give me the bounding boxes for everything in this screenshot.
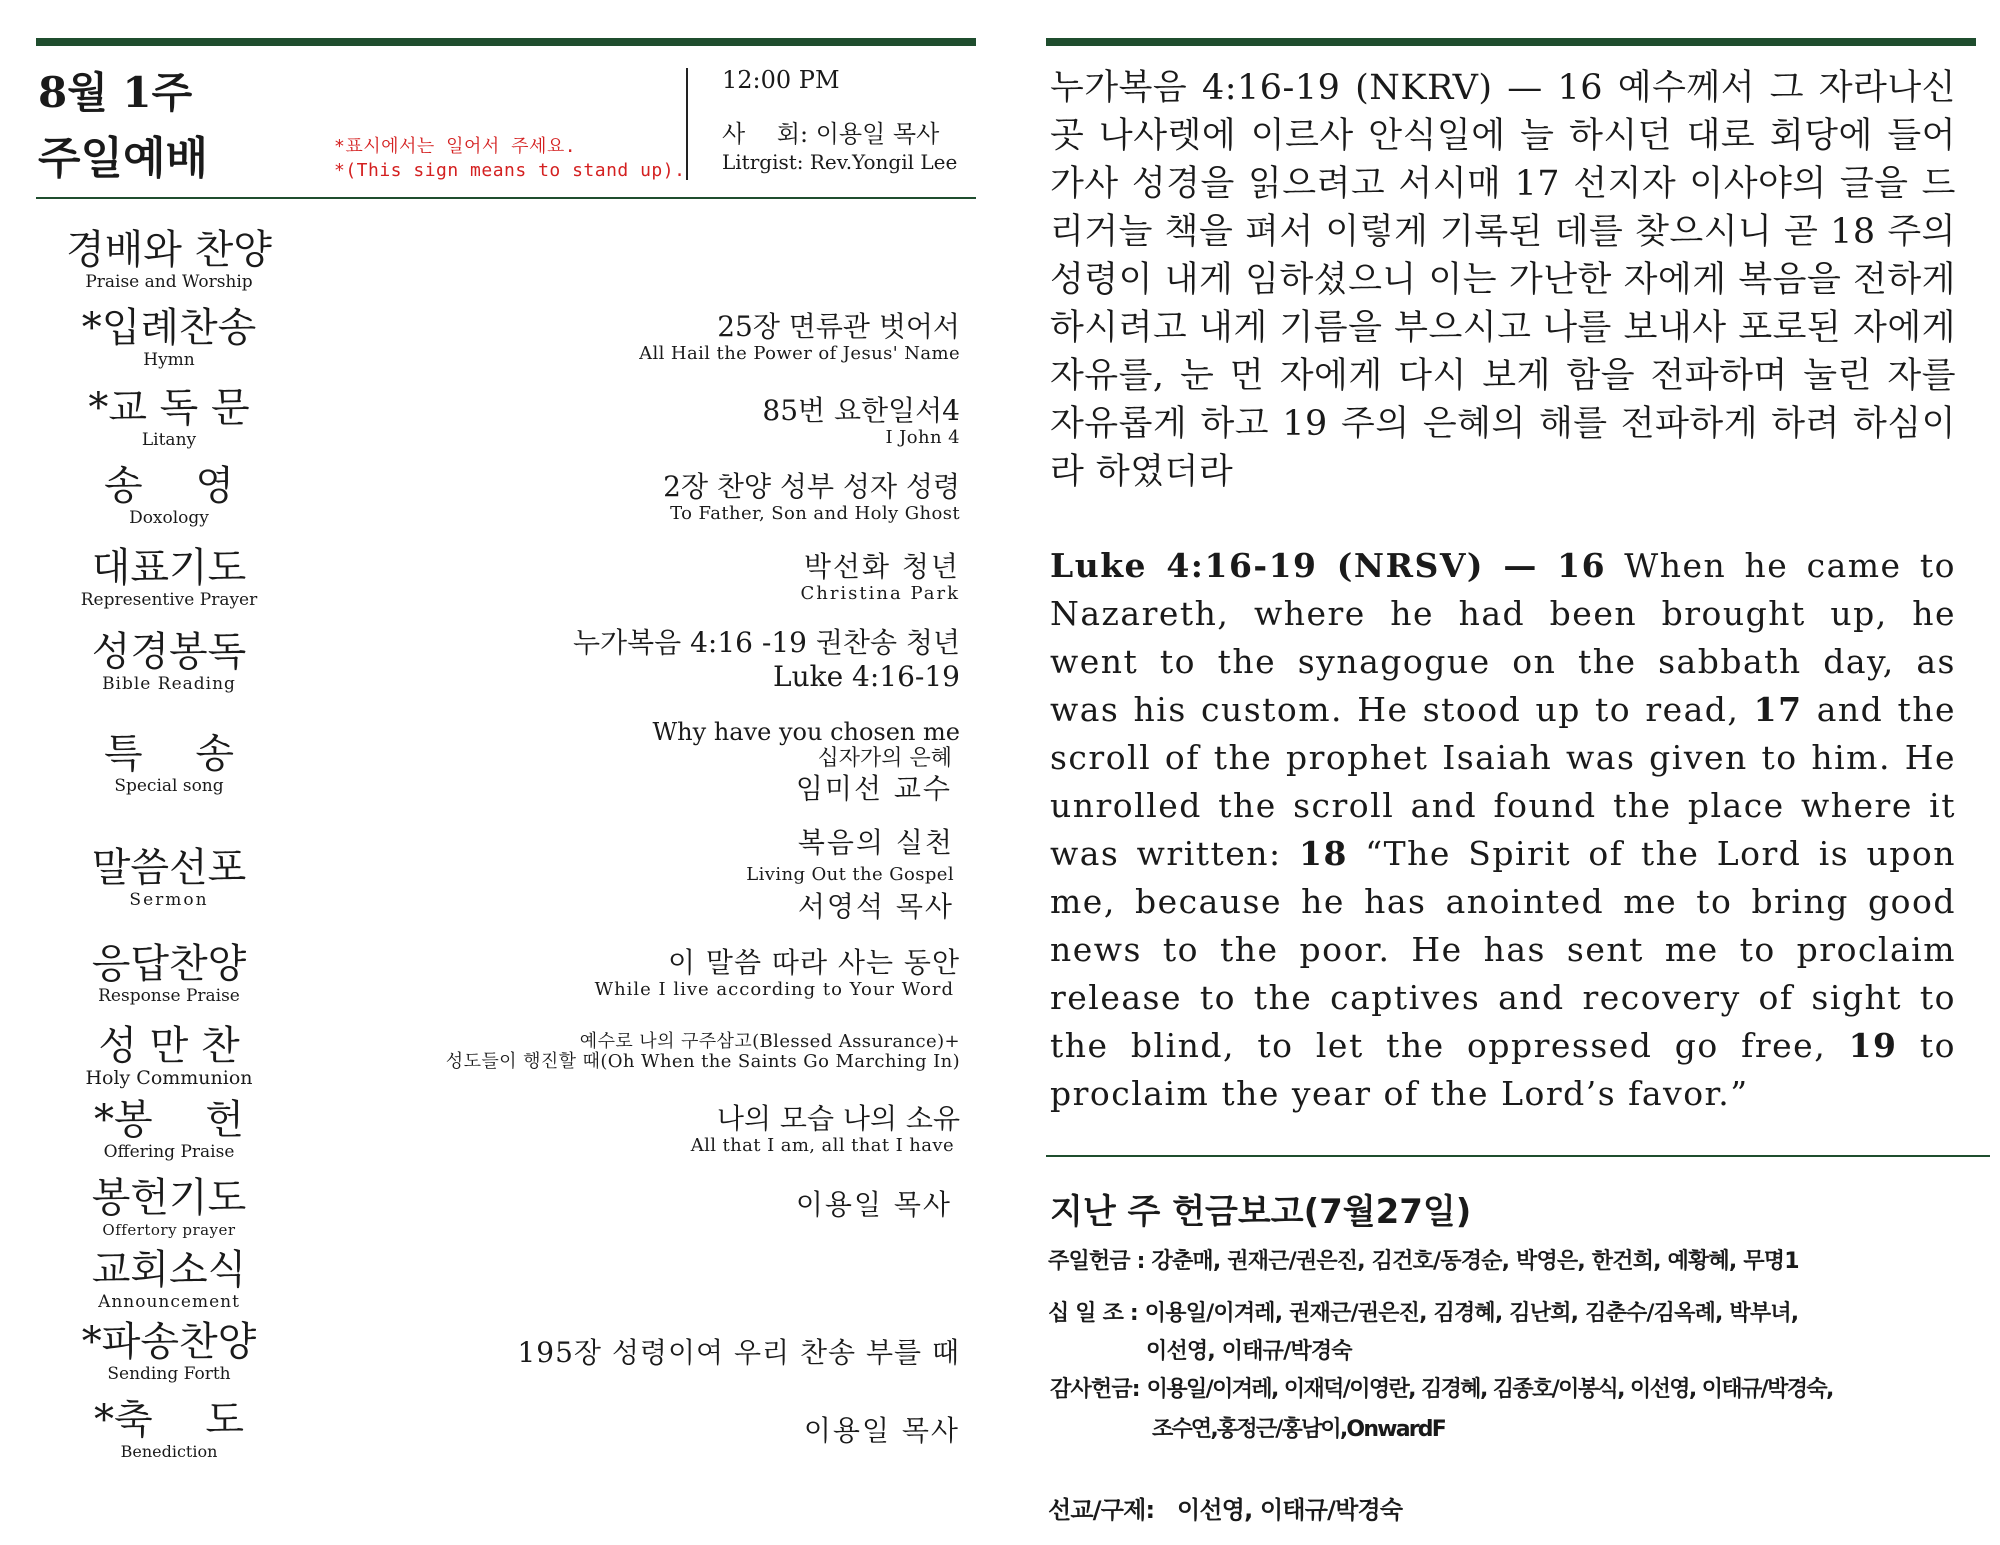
stand-notice-en: *(This sign means to stand up). (334, 160, 686, 181)
item-title-en: Holy Communion (85, 1067, 253, 1089)
item-title-ko: 송 영 (104, 463, 234, 509)
item-title-en: Litany (141, 430, 197, 450)
program-item-benediction (44, 1398, 294, 1462)
program-item-litany (44, 386, 294, 450)
item-title-ko: 성경봉독 (91, 629, 247, 675)
program-item-special-song (44, 732, 294, 796)
program-item-prayer (44, 546, 294, 610)
item-title-ko: *입례찬송 (81, 305, 257, 351)
detail-line-1: 2장 찬양 성부 성자 성령 (663, 470, 960, 503)
mission-names: 이선영, 이태규/박경숙 (1176, 1496, 1403, 1524)
item-title-en: Bible Reading (102, 674, 236, 694)
sunday-offering-names: 강춘매, 권재근/권은진, 김건호/동경순, 박영은, 한건희, 예황혜, 무명1 (1151, 1249, 1799, 1274)
detail-line-1: 복음의 실천 (797, 826, 954, 859)
detail-line-2: 성도들이 행진할 때(Oh When the Saints Go Marching In) (445, 1051, 960, 1072)
detail-line-1: 25장 면류관 벗어서 (717, 310, 960, 343)
tithe-row-cont: 이선영, 이태규/박경숙 (1146, 1339, 1352, 1364)
service-title: 주일예배 (38, 133, 209, 184)
item-title-ko: 봉헌기도 (91, 1175, 247, 1221)
detail-line-2: I John 4 (885, 427, 960, 448)
detail-line-1: 예수로 나의 구주삼고(Blessed Assurance)+ (579, 1031, 960, 1052)
week-title: 8월 1주 (38, 68, 193, 117)
detail-line-2: To Father, Son and Holy Ghost (670, 503, 960, 524)
top-bar-left (36, 38, 976, 46)
mission-row (1048, 1490, 1402, 1525)
scripture-english (1050, 542, 1956, 1118)
detail-line-2: All that I am, all that I have (690, 1135, 954, 1156)
item-title-ko: 말씀선포 (91, 845, 247, 891)
detail-offering (691, 1102, 960, 1156)
liturgist-ko: 사 회: 이용일 목사 (722, 120, 940, 148)
detail-line-1: 이용일 목사 (803, 1414, 960, 1447)
scripture-text: “The Spirit of the Lord is upon me, because he has anointed me to bring good news to the poor. He has sent me to proclaim release to the captives and recovery of sight to the blind, to let the oppressed go free, (1050, 834, 1956, 1065)
item-title-en: Announcement (98, 1292, 240, 1312)
detail-sermon (746, 826, 960, 924)
detail-line-3: 임미선 교수 (795, 772, 952, 805)
detail-bible-reading (573, 626, 960, 694)
tithe-label: 십 일 조 : (1048, 1301, 1145, 1326)
detail-line-1: 이용일 목사 (795, 1188, 952, 1221)
thanks-offering-row-cont: 조수연,홍정근/홍남이,OnwardF (1152, 1417, 1445, 1442)
thanks-offering-names: 이용일/이겨레, 이재덕/이영란, 김경혜, 김종호/이봉식, 이선영, 이태규/박경숙, (1146, 1377, 1833, 1402)
program-item-praise (44, 228, 294, 292)
header-rule (36, 197, 976, 199)
item-title-en: Offering Praise (103, 1142, 235, 1162)
detail-offertory-prayer (796, 1188, 960, 1222)
item-title-ko: *축 도 (94, 1397, 244, 1443)
top-bar-right (1046, 38, 1976, 46)
program-item-offering (44, 1098, 294, 1162)
item-title-en: Representive Prayer (80, 590, 258, 610)
sunday-offering-row (1048, 1244, 1799, 1275)
detail-line-1: 195장 성령이여 우리 찬송 부를 때 (517, 1336, 960, 1369)
detail-communion (446, 1032, 960, 1072)
tithe-names: 이용일/이겨레, 권재근/권은진, 김경혜, 김난희, 김춘수/김옥례, 박부녀, (1144, 1301, 1799, 1326)
detail-hymn (639, 310, 960, 364)
item-title-en: Special song (114, 776, 224, 796)
item-title-ko: 경배와 찬양 (66, 227, 272, 273)
item-title-ko: *교 독 문 (88, 385, 250, 431)
detail-line-2: Living Out the Gospel (746, 864, 954, 885)
item-title-en: Hymn (143, 350, 195, 370)
detail-line-2: 십자가의 은혜 (817, 746, 952, 771)
item-title-ko: 교회소식 (91, 1247, 247, 1293)
detail-line-1: 박선화 청년 (803, 550, 960, 583)
program-item-sermon (44, 846, 294, 910)
item-title-en: Praise and Worship (85, 272, 253, 292)
detail-line-1: Why have you chosen me (652, 718, 960, 746)
thanks-offering-label: 감사헌금: (1050, 1377, 1147, 1402)
detail-line-1: 나의 모습 나의 소유 (716, 1102, 960, 1135)
report-rule (1046, 1155, 1990, 1157)
item-title-ko: 성 만 찬 (98, 1023, 240, 1069)
thanks-offering-row (1050, 1372, 1833, 1403)
item-title-en: Sending Forth (107, 1364, 231, 1384)
detail-line-3: 서영석 목사 (797, 890, 954, 923)
item-title-ko: 대표기도 (91, 545, 247, 591)
detail-sending (517, 1336, 960, 1370)
scripture-ref: Luke 4:16-19 (NRSV) — 16 (1050, 546, 1607, 585)
item-title-en: Benediction (120, 1442, 218, 1461)
item-title-en: Response Praise (98, 986, 240, 1006)
detail-doxology (663, 470, 960, 524)
tithe-row (1048, 1296, 1798, 1327)
item-title-ko: *파송찬양 (81, 1319, 257, 1365)
detail-line-2: Christina Park (800, 583, 960, 604)
item-title-en: Offertory prayer (102, 1221, 236, 1239)
program-item-offertory-prayer (44, 1176, 294, 1240)
program-item-doxology (44, 464, 294, 528)
item-title-en: Sermon (129, 890, 209, 910)
detail-line-2: Luke 4:16-19 (772, 660, 960, 693)
program-item-communion (44, 1024, 294, 1088)
scripture-korean: 누가복음 4:16-19 (NKRV) — 16 예수께서 그 자라나신 곳 나사렛에 이르사 안식일에 늘 하시던 대로 회당에 들어가사 성경을 읽으려고 서시매 17 선지자 이사야의 글을 드리거늘 책을 펴서 이렇게 기록된 데를 찾으시니 곧 18 주의 성령이 내게 임하셨으니 이는 가난한 자에게 복음을 전하게 하시려고 내게 기름을 부으시고 나를 보내사 포로된 자에게 자유를, 눈 먼 자에게 다시 보게 함을 전파하며 눌린 자를 자유롭게 하고 19 주의 은혜의 해를 전파하게 하려 하심이라 하였더라 (1050, 68, 1956, 492)
header-divider (686, 68, 688, 180)
scripture-text: When he came to Nazareth, where he had been brought up, he went to the synagogue on the sabbath day, as was his custom. He stood up to read, (1050, 546, 1956, 729)
program-item-response (44, 942, 294, 1006)
verse-number: 18 (1299, 834, 1348, 873)
detail-special-song (653, 718, 960, 806)
detail-line-2: While I live according to Your Word (594, 979, 954, 1000)
sunday-offering-label: 주일헌금 : (1048, 1249, 1152, 1274)
detail-litany (762, 394, 960, 448)
detail-line-1: 누가복음 4:16 -19 권찬송 청년 (572, 626, 960, 659)
detail-prayer (800, 550, 960, 604)
detail-line-2: All Hail the Power of Jesus' Name (639, 343, 960, 364)
detail-line-1: 이 말씀 따라 사는 동안 (667, 946, 960, 979)
mission-label: 선교/구제: (1048, 1496, 1177, 1524)
program-item-bible-reading (44, 630, 294, 694)
liturgist-en: Litrgist: Rev.Yongil Lee (722, 150, 958, 174)
scripture-text: and the scroll of the prophet Isaiah was given to him. He unrolled the scroll and found the place where it was written: (1050, 690, 1957, 873)
detail-benediction (804, 1414, 960, 1448)
scripture-text: to proclaim the year of the Lord’s favor.” (1050, 1026, 1956, 1113)
item-title-ko: 응답찬양 (91, 941, 247, 987)
program-item-hymn (44, 306, 294, 370)
program-item-sending (44, 1320, 294, 1384)
verse-number: 19 (1848, 1026, 1898, 1065)
verse-number: 17 (1753, 690, 1803, 729)
item-title-en: Doxology (129, 508, 209, 528)
stand-notice-ko: *표시에서는 일어서 주세요. (334, 136, 577, 157)
service-time: 12:00 PM (722, 66, 840, 94)
detail-line-1: 85번 요한일서4 (762, 394, 960, 427)
item-title-ko: 특 송 (104, 731, 234, 777)
detail-response (595, 946, 960, 1000)
program-item-announcement (44, 1248, 294, 1312)
item-title-ko: *봉 헌 (94, 1097, 244, 1143)
offering-report-title: 지난 주 헌금보고(7월27일) (1050, 1192, 1472, 1232)
